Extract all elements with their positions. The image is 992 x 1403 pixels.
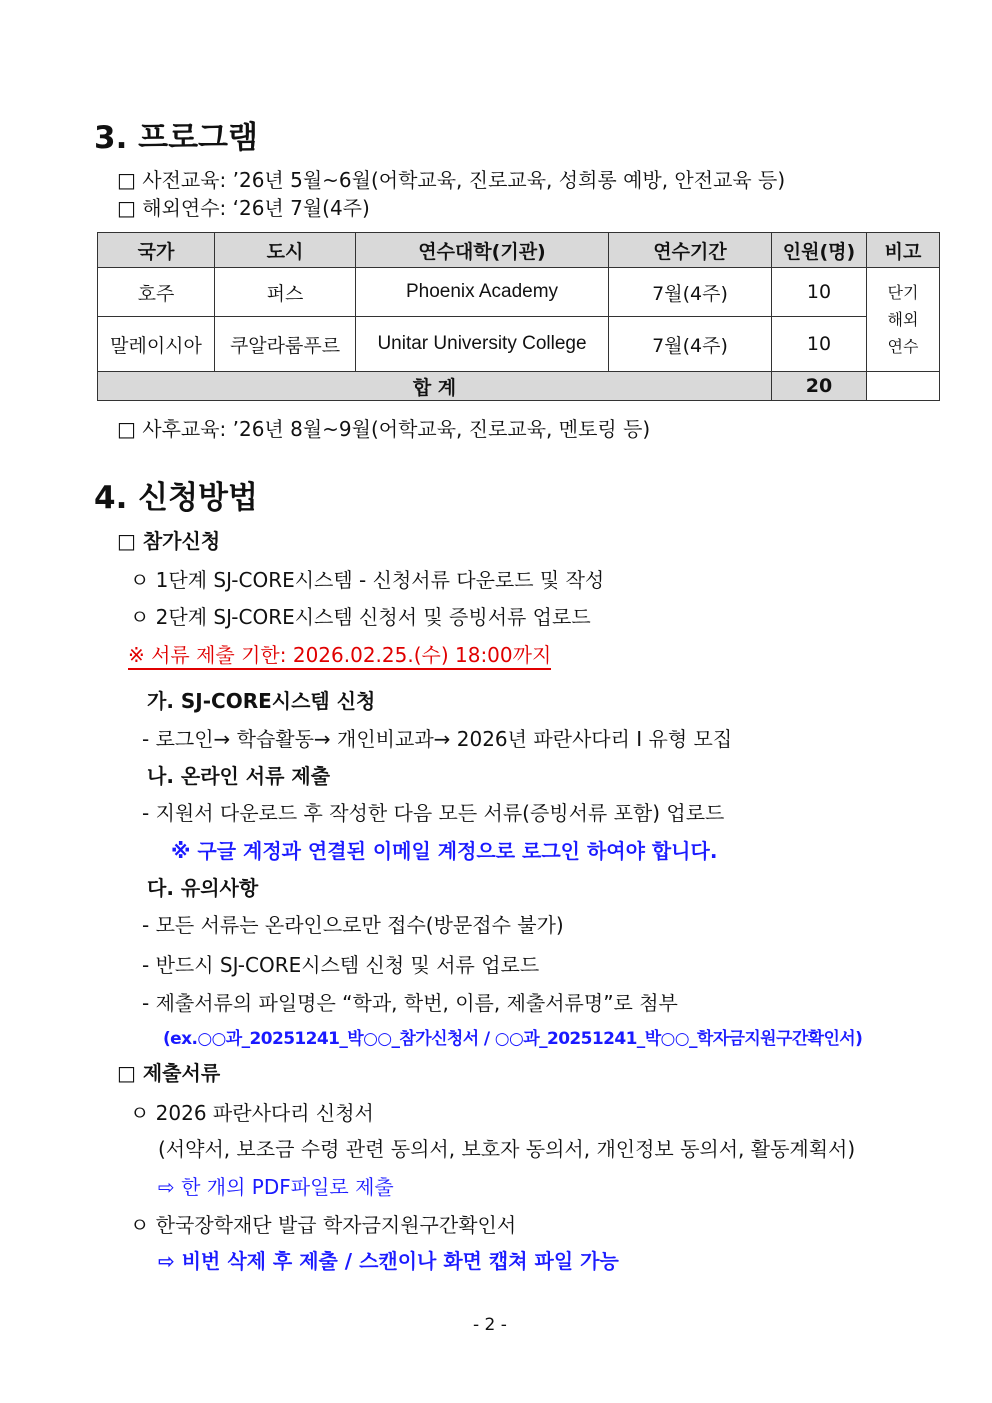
docs-heading: □ 제출서류 — [117, 1061, 221, 1085]
step-1: ㅇ 1단계 SJ-CORE시스템 - 신청서류 다운로드 및 작성 — [130, 568, 605, 592]
doc-2-note: ⇨ 비번 삭제 후 제출 / 스캔이나 화면 캡쳐 파일 가능 — [158, 1249, 619, 1273]
na-item: - 지원서 다운로드 후 작성한 다음 모든 서류(증빙서류 포함) 업로드 — [142, 801, 725, 825]
cell-note — [867, 268, 940, 372]
deadline-notice — [128, 639, 551, 668]
section-4-title: 4. 신청방법 — [94, 480, 258, 516]
header-country: 국가 — [98, 233, 215, 268]
header-note: 비고 — [867, 233, 940, 268]
na-title: 나. 온라인 서류 제출 — [147, 764, 331, 788]
cell-city: 쿠알라룸푸르 — [215, 317, 356, 372]
apply-heading: □ 참가신청 — [117, 529, 221, 553]
ga-item: - 로그인→ 학습활동→ 개인비교과→ 2026년 파란사다리 I 유형 모집 — [142, 727, 733, 751]
cell-count: 10 — [772, 317, 867, 372]
ga-title: 가. SJ-CORE시스템 신청 — [147, 689, 376, 713]
table-total-row — [98, 372, 940, 401]
post-education-line: □ 사후교육: ’26년 8월~9월(어학교육, 진로교육, 멘토링 등) — [117, 417, 651, 441]
overseas-line: □ 해외연수: ‘26년 7월(4주) — [117, 196, 370, 220]
header-count: 인원(명) — [772, 233, 867, 268]
doc-2: ㅇ 한국장학재단 발급 학자금지원구간확인서 — [130, 1213, 517, 1237]
deadline-text: ※ 서류 제출 기한: 2026.02.25.(수) 18:00까지 — [128, 643, 551, 670]
step-2: ㅇ 2단계 SJ-CORE시스템 신청서 및 증빙서류 업로드 — [130, 605, 591, 629]
da-example: (ex.○○과_20251241_박○○_참가신청서 / ○○과_20251241_박○○_학자금지원구간확인서) — [163, 1029, 863, 1049]
header-institution: 연수대학(기관) — [356, 233, 609, 268]
doc-1-detail: (서약서, 보조금 수령 관련 동의서, 보호자 동의서, 개인정보 동의서, 활동계획서) — [158, 1137, 856, 1161]
note-line: 해외 — [887, 310, 919, 329]
da-item-1: - 모든 서류는 온라인으로만 접수(방문접수 불가) — [142, 913, 564, 937]
cell-country: 호주 — [98, 268, 215, 317]
page-number: - 2 - — [473, 1315, 507, 1335]
program-table — [97, 232, 940, 401]
cell-count: 10 — [772, 268, 867, 317]
cell-institution: Phoenix Academy — [356, 268, 609, 317]
doc-1: ㅇ 2026 파란사다리 신청서 — [130, 1101, 374, 1125]
cell-country: 말레이시아 — [98, 317, 215, 372]
note-line: 단기 — [887, 283, 919, 302]
doc-1-note: ⇨ 한 개의 PDF파일로 제출 — [158, 1175, 394, 1199]
na-note: ※ 구글 계정과 연결된 이메일 계정으로 로그인 하여야 합니다. — [171, 839, 718, 863]
total-empty — [867, 372, 940, 401]
section-3-title: 3. 프로그램 — [94, 120, 258, 156]
da-title: 다. 유의사항 — [147, 876, 259, 900]
note-line: 연수 — [887, 337, 919, 356]
cell-period: 7월(4주) — [609, 268, 772, 317]
total-value: 20 — [772, 372, 867, 401]
table-row — [98, 317, 940, 372]
cell-city: 퍼스 — [215, 268, 356, 317]
cell-period: 7월(4주) — [609, 317, 772, 372]
da-item-3: - 제출서류의 파일명은 “학과, 학번, 이름, 제출서류명”로 첨부 — [142, 991, 678, 1015]
cell-institution: Unitar University College — [356, 317, 609, 372]
header-city: 도시 — [215, 233, 356, 268]
total-label: 합 계 — [98, 372, 772, 401]
header-period: 연수기간 — [609, 233, 772, 268]
da-item-2: - 반드시 SJ-CORE시스템 신청 및 서류 업로드 — [142, 953, 540, 977]
pre-education-line: □ 사전교육: ’26년 5월~6월(어학교육, 진로교육, 성희롱 예방, 안전교육 등) — [117, 168, 786, 192]
table-row — [98, 268, 940, 317]
